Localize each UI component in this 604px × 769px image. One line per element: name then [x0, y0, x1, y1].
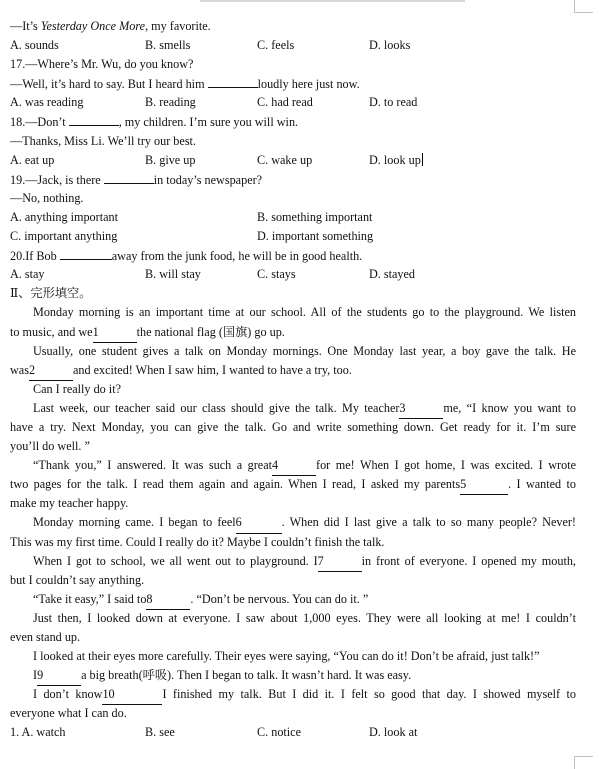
option-a: A. stay [10, 267, 45, 282]
passage-line: Monday morning is an important time at our school. All of the students go to the playground. We listen [33, 305, 576, 320]
option-c: C. wake up [257, 152, 313, 167]
passage-line: Last week, our teacher said our class should give the talk. My teacher3 me, “I know you want to [10, 399, 576, 418]
option-d: D. to read [369, 95, 418, 110]
option-c: C. had read [257, 95, 313, 110]
cloze-blank-10: 10 [102, 685, 162, 705]
cloze-blank-8: 8 [146, 590, 190, 610]
option-b: B. see [145, 725, 175, 740]
passage-line: you’ll do well. ” [10, 439, 90, 454]
option-a: A. sounds [10, 38, 59, 53]
question-17-answer-line: —Well, it’s hard to say. But I heard him loudly here just now. [10, 74, 576, 93]
option-c: C. important anything [10, 229, 118, 244]
passage-line: I looked at their eyes more carefully. Their eyes were saying, “You can do it! Don’t be afraid, just talk!” [33, 649, 540, 664]
page-corner-mark-bottom [574, 756, 593, 769]
option-c: C. notice [257, 725, 302, 740]
document-page[interactable] [10, 17, 576, 743]
cloze-blank-3: 3 [399, 399, 443, 419]
question-18-answer-line: —Thanks, Miss Li. We’ll try our best. [10, 133, 196, 148]
option-a: A. was reading [10, 95, 84, 110]
question-16-stem: —It’s Yesterday Once More, my favorite. [10, 19, 211, 33]
passage-line: Usually, one student gives a talk on Monday mornings. One Monday last year, a boy gave the talk. He [33, 343, 576, 358]
passage-line: even stand up. [10, 630, 81, 644]
option-b: B. something important [257, 209, 373, 224]
cloze-blank-9: 9 [37, 666, 81, 686]
answer-blank [69, 112, 119, 126]
question-20-options [10, 265, 576, 284]
option-d: D. look at [369, 725, 418, 740]
passage-line: I9 a big breath(呼吸). Then I began to talk. It wasn’t hard. It was easy. [10, 666, 576, 685]
option-a: 1. A. watch [10, 725, 66, 740]
question-18-options [10, 151, 576, 170]
question-17-stem: 17.—Where’s Mr. Wu, do you know? [10, 57, 194, 72]
passage-line: Can I really do it? [33, 381, 121, 396]
cloze-question-1-options [10, 723, 576, 742]
option-c: C. feels [257, 38, 295, 53]
passage-line: This was my first time. Could I really do it? Maybe I couldn’t finish the talk. [10, 534, 385, 549]
answer-blank [60, 246, 112, 260]
question-17-options [10, 93, 576, 112]
passage-line: to music, and we1 the national flag (国旗) go up. [10, 323, 576, 342]
cloze-blank-2: 2 [29, 361, 73, 381]
question-19-stem: 19.—Jack, is there in today’s newspaper? [10, 170, 576, 189]
option-a: A. eat up [10, 152, 55, 167]
passage-line: I don’t know10 I finished my talk. But I did it. I felt so good that day. I showed myself to [10, 685, 576, 704]
text-cursor [422, 153, 423, 166]
cloze-blank-6: 6 [236, 513, 282, 533]
passage-line: “Thank you,” I answered. It was such a great4 for me! When I got home, I was excited. I wrote [10, 456, 576, 475]
passage-line: was2 and excited! When I saw him, I wanted to have a try, too. [10, 361, 576, 380]
option-a: A. anything important [10, 209, 118, 224]
option-c: C. stays [257, 267, 296, 282]
answer-blank [104, 170, 154, 184]
passage-line: Just then, I looked down at everyone. I saw about 1,000 eyes. They were all looking at me! I couldn’t [33, 610, 576, 625]
question-19-options-row2 [10, 227, 576, 246]
option-b: B. give up [145, 152, 196, 167]
passage-line: have a try. Next Monday, you can give the talk. Go and write something down. Get ready for it. I’m sure [10, 419, 576, 434]
passage-line: but I couldn’t say anything. [10, 572, 145, 587]
option-d: D. look up [369, 152, 421, 167]
question-18-stem: 18.—Don’t , my children. I’m sure you will win. [10, 112, 576, 131]
page-top-shadow [200, 0, 465, 2]
cloze-blank-1: 1 [93, 323, 137, 343]
page-corner-mark-top [574, 0, 593, 13]
cloze-blank-7: 7 [318, 552, 362, 572]
option-b: B. will stay [145, 267, 201, 282]
passage-line: “Take it easy,” I said to8 . “Don’t be nervous. You can do it. ” [10, 590, 576, 609]
passage-line: Monday morning came. I began to feel6 . When did I last give a talk to so many people? Never! [10, 513, 576, 532]
option-d: D. stayed [369, 267, 416, 282]
option-b: B. reading [145, 95, 196, 110]
question-19-answer-line: —No, nothing. [10, 190, 84, 205]
passage-line: two pages for the talk. I read them again and again. When I read, I asked my parents5 . I wanted to [10, 475, 576, 494]
cloze-blank-5: 5 [460, 475, 508, 495]
option-b: B. smells [145, 38, 191, 53]
cloze-blank-4: 4 [272, 456, 316, 476]
question-19-options-row1 [10, 208, 576, 227]
passage-line: make my teacher happy. [10, 496, 129, 511]
question-20-stem: 20.If Bob away from the junk food, he will be in good health. [10, 246, 576, 265]
passage-line: When I got to school, we all went out to playground. I7 in front of everyone. I opened my mouth, [10, 552, 576, 571]
answer-blank [208, 74, 258, 88]
section-heading: Ⅱ、完形填空。 [10, 286, 92, 301]
option-d: D. important something [257, 229, 374, 244]
passage-line: everyone what I can do. [10, 706, 127, 721]
question-16-options [10, 36, 576, 55]
option-d: D. looks [369, 38, 411, 53]
